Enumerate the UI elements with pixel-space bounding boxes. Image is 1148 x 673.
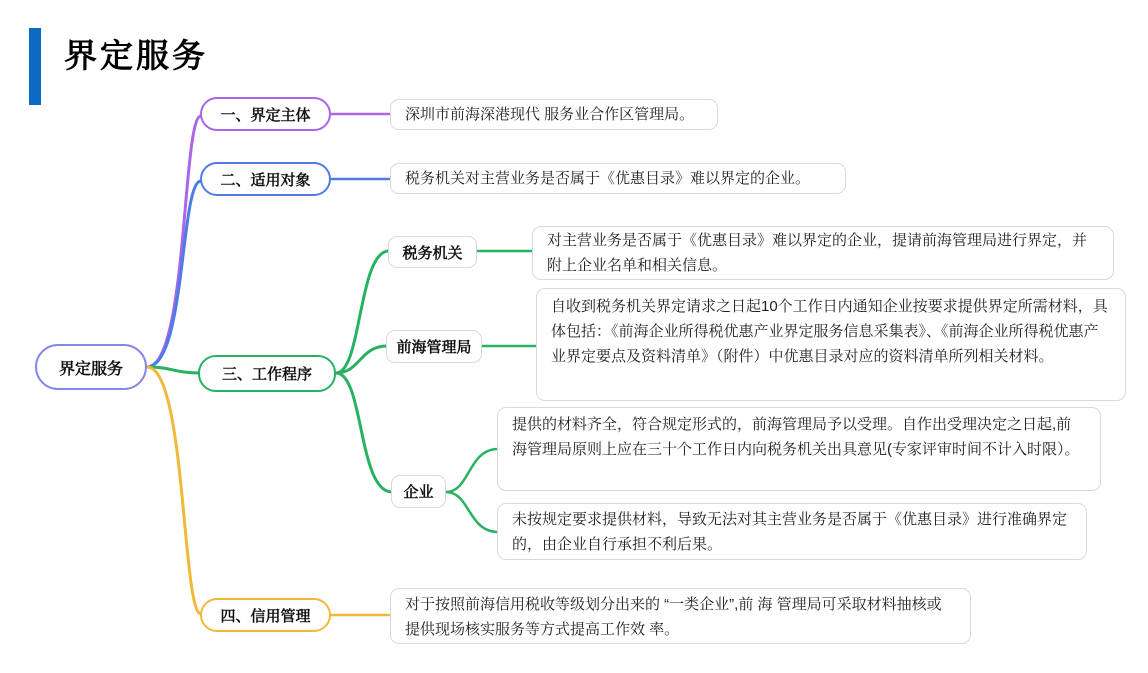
connector-branch-3-to-enterprise [336,373,392,492]
subnode-enterprise[interactable]: 企业 [391,475,446,508]
leaf-definition-subject-text: 深圳市前海深港现代 服务业合作区管理局。 [390,99,718,130]
leaf-qianhai-bureau-text: 自收到税务机关界定请求之日起10个工作日内通知企业按要求提供界定所需材料，具体包括：《前海企业所得税优惠产业界定服务信息采集表》、《前海企业所得税优惠产业界定要点及资料清单》（附件）中优惠目录对应的资料清单所列相关材料。 [536,288,1126,401]
title-accent-bar [29,28,41,105]
connector-enterprise-to-leaf-2 [446,492,498,532]
connector-branch-3-to-qianhai-bureau [336,346,387,373]
connector-root-to-branch-2 [147,181,201,367]
branch-node-work-procedure[interactable]: 三、工作程序 [198,355,336,392]
connector-root-to-branch-1 [147,116,201,367]
leaf-enterprise-accepted-text: 提供的材料齐全，符合规定形式的，前海管理局予以受理。自作出受理决定之日起,前海管理局原则上应在三十个工作日内向税务机关出具意见(专家评审时间不计入时限）。 [497,407,1101,491]
connector-root-to-branch-4 [147,367,201,614]
leaf-enterprise-consequence-text: 未按规定要求提供材料，导致无法对其主营业务是否属于《优惠目录》进行准确界定的，由企业自行承担不利后果。 [497,503,1087,560]
branch-node-definition-subject[interactable]: 一、界定主体 [200,97,331,131]
connector-branch-3-to-tax-authority [336,251,389,373]
subnode-tax-authority[interactable]: 税务机关 [388,236,477,268]
leaf-credit-management-text: 对于按照前海信用税收等级划分出来的 “一类企业”,前 海 管理局可采取材料抽核或提供现场核实服务等方式提高工作效 率。 [390,588,971,644]
connector-enterprise-to-leaf-1 [446,449,498,492]
page-title: 界定服务 [64,37,208,74]
branch-node-credit-management[interactable]: 四、信用管理 [200,598,331,632]
leaf-applicable-object-text: 税务机关对主营业务是否属于《优惠目录》难以界定的企业。 [390,163,846,194]
branch-node-applicable-object[interactable]: 二、适用对象 [200,162,331,196]
subnode-qianhai-bureau[interactable]: 前海管理局 [386,330,482,363]
leaf-tax-authority-text: 对主营业务是否属于《优惠目录》难以界定的企业，提请前海管理局进行界定，并附上企业名单和相关信息。 [532,226,1114,280]
connector-root-to-branch-3 [147,367,200,373]
root-node[interactable]: 界定服务 [35,344,147,390]
